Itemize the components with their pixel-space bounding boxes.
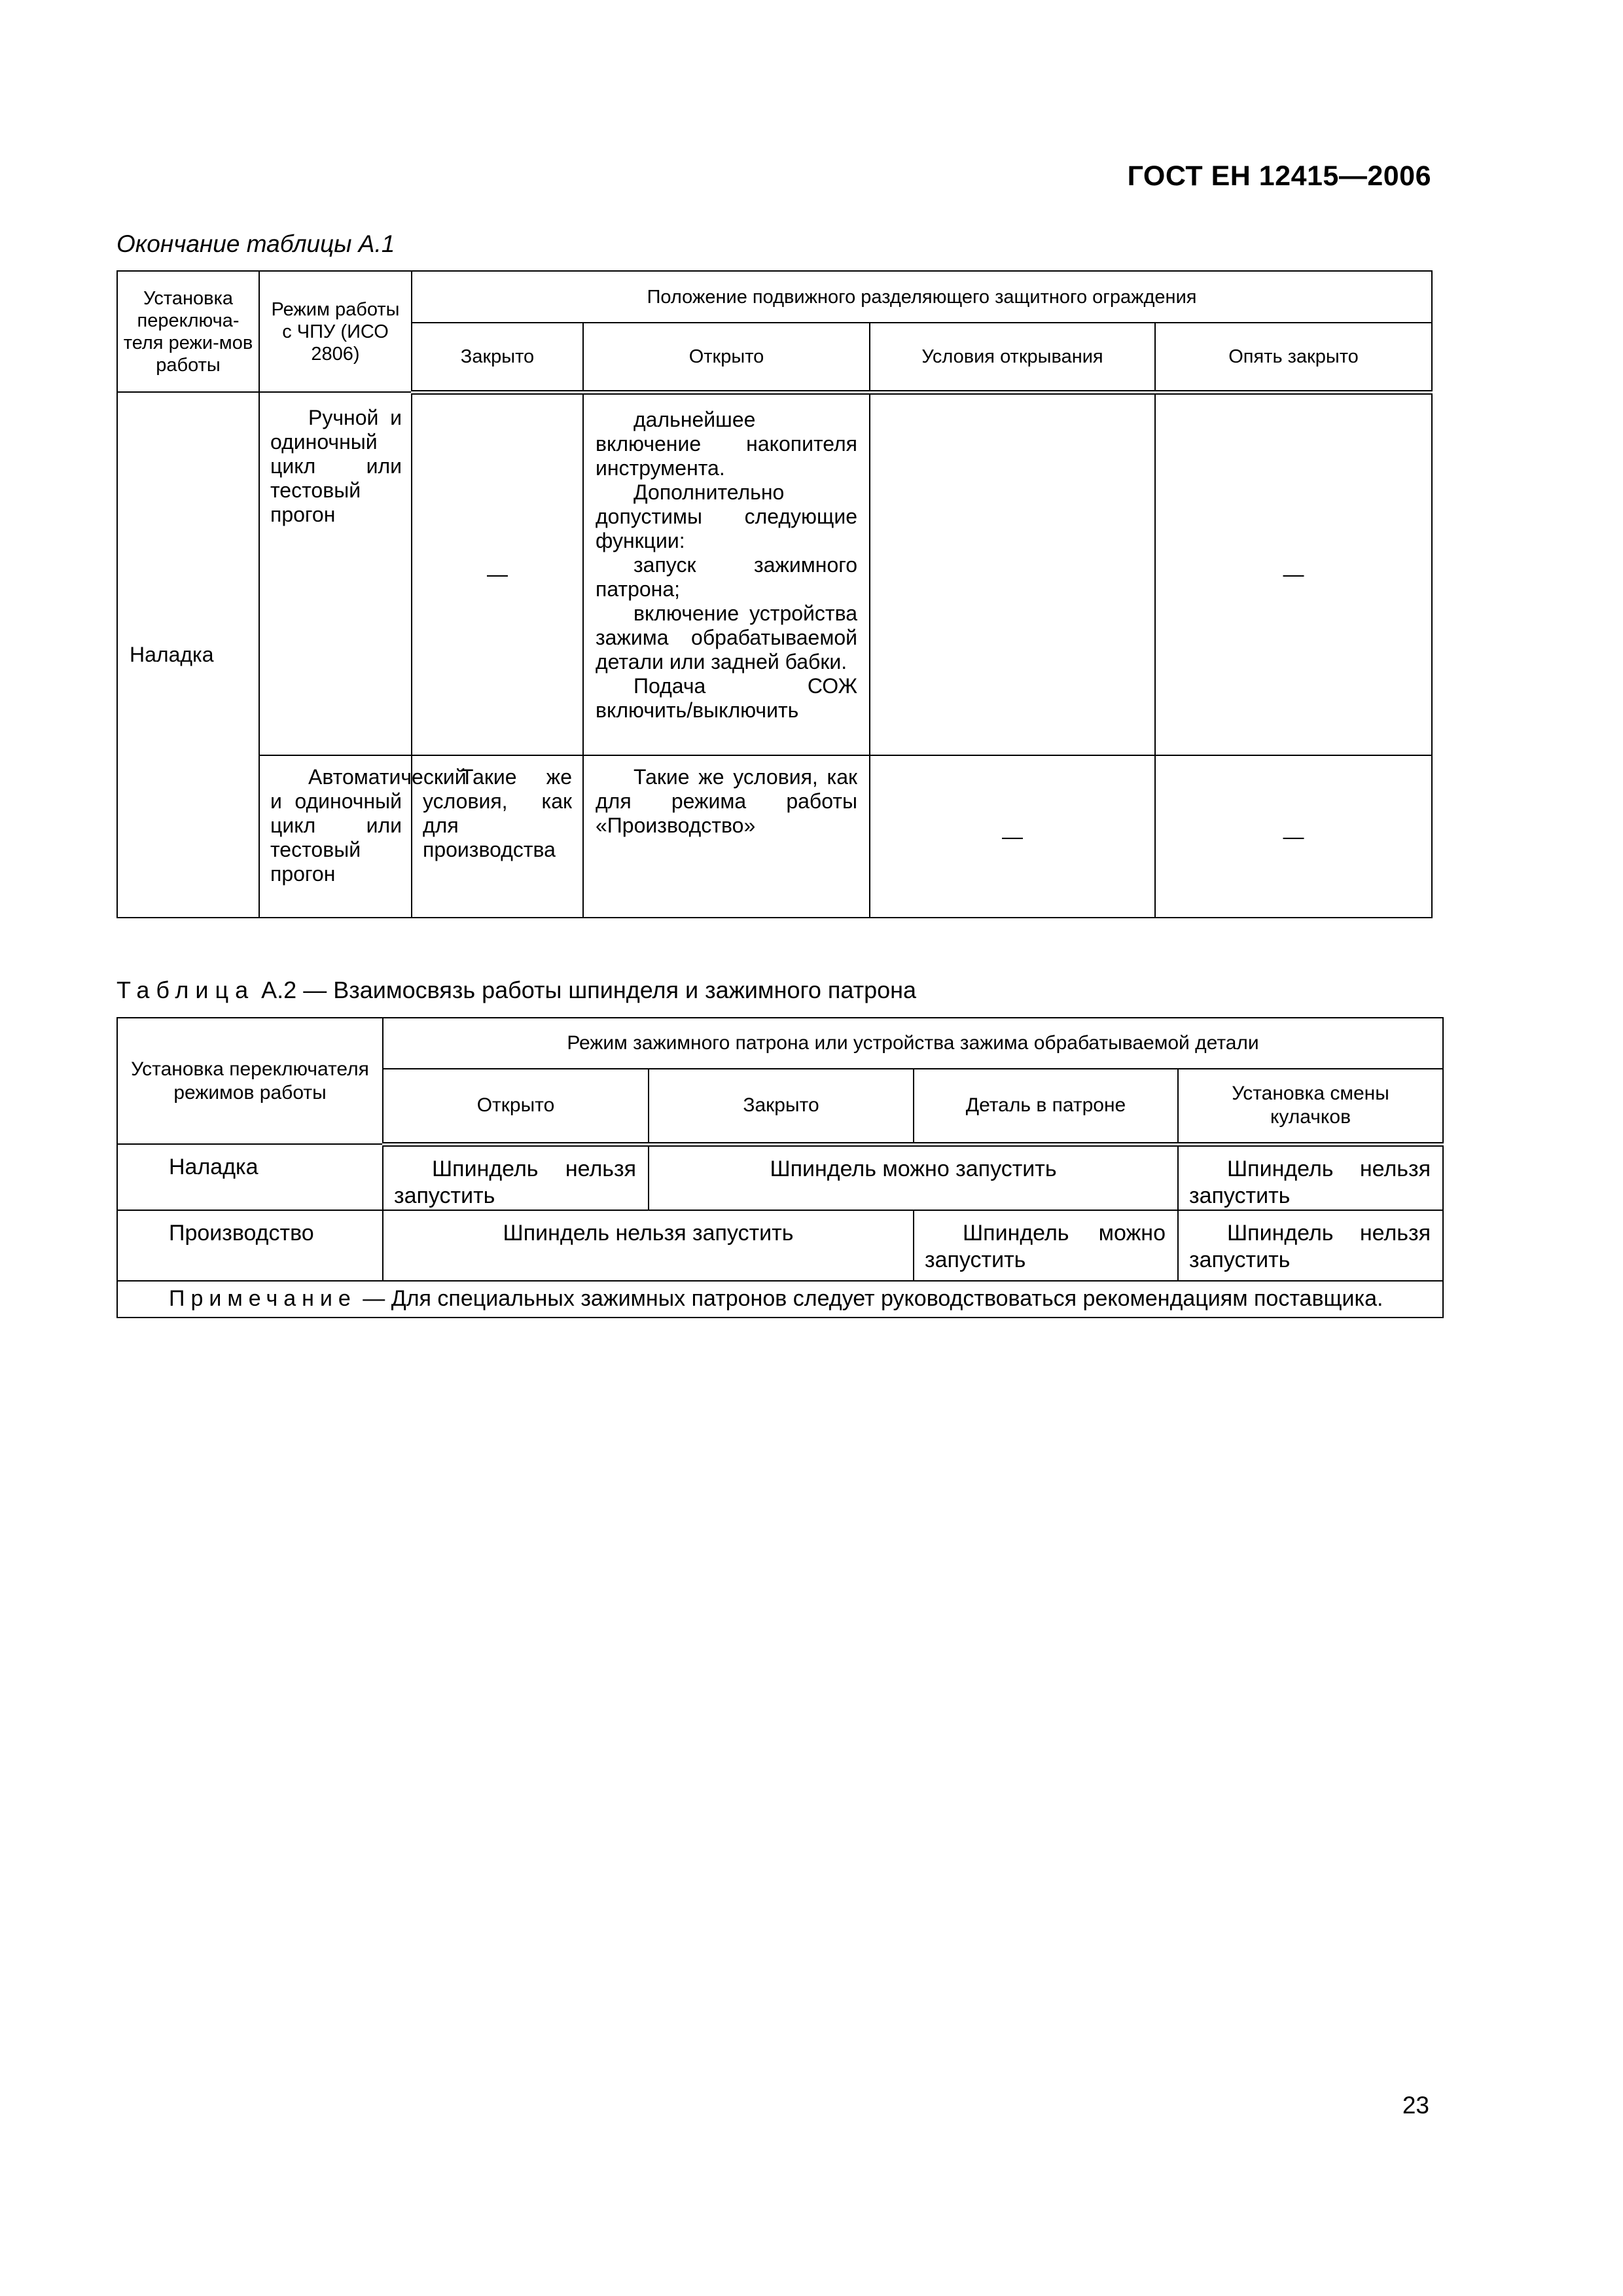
open-line: Подача СОЖ включить/выключить	[596, 673, 857, 722]
subheader-jaw-change: Установка смены кулачков	[1178, 1069, 1443, 1144]
subheader-opening-conditions: Условия открывания	[870, 323, 1155, 392]
table-a1	[116, 270, 1433, 918]
subheader-closed-again: Опять закрыто	[1155, 323, 1432, 392]
cell-production-part: Шпиндель можно запустить	[914, 1210, 1178, 1281]
subheader-open: Открыто	[583, 323, 870, 392]
cell-setup-closed-part: Шпиндель можно запустить	[649, 1144, 1178, 1210]
open-line: дальнейшее включение накопителя инструмента.	[596, 407, 857, 480]
row-label-production: Производство	[117, 1210, 383, 1281]
page-number: 23	[1402, 2092, 1429, 2119]
table-a2-caption	[116, 977, 916, 1004]
header-guard-position: Положение подвижного разделяющего защитного ограждения	[412, 271, 1432, 323]
cell-setup-jaw-change: Шпиндель нельзя запустить	[1178, 1144, 1443, 1210]
header-setup: Установка переключателя режимов работы	[117, 1018, 383, 1144]
table-a1-caption: Окончание таблицы А.1	[116, 230, 395, 257]
table-a2	[116, 1017, 1444, 1318]
open-line: запуск зажимного патрона;	[596, 552, 857, 601]
cell-production-open-closed: Шпиндель нельзя запустить	[383, 1210, 914, 1281]
row-label-setup: Наладка	[117, 1144, 383, 1210]
cell-r1-open	[583, 392, 870, 755]
cell-r2-open: Такие же условия, как для режима работы «Производство»	[583, 755, 870, 918]
cell-production-jaw-change: Шпиндель нельзя запустить	[1178, 1210, 1443, 1281]
open-line: Дополнительно допустимы следующие функции:	[596, 480, 857, 552]
subheader-open: Открыто	[383, 1069, 649, 1144]
cell-r1-closed: —	[412, 392, 583, 755]
cell-mode-auto: Автоматический и одиночный цикл или тестовый прогон	[259, 755, 412, 918]
cell-r1-closed-again: —	[1155, 392, 1432, 755]
cell-r2-conditions: —	[870, 755, 1155, 918]
header-setup: Установка переключа-теля режи-мов работы	[117, 271, 259, 392]
open-line: включение устройства зажима обрабатываемой детали или задней бабки.	[596, 601, 857, 673]
cell-setup-open: Шпиндель нельзя запустить	[383, 1144, 649, 1210]
header-chuck-mode: Режим зажимного патрона или устройства зажима обрабатываемой детали	[383, 1018, 1443, 1069]
caption-label: Таблица	[116, 977, 255, 1003]
document-header: ГОСТ ЕН 12415—2006	[1127, 160, 1431, 192]
cell-mode-manual: Ручной и одиночный цикл или тестовый прогон	[259, 392, 412, 755]
note-text: — Для специальных зажимных патронов следует руководствоваться рекомендациям поставщика.	[356, 1285, 1383, 1311]
subheader-closed: Закрыто	[412, 323, 583, 392]
cell-r2-closed-again: —	[1155, 755, 1432, 918]
subheader-part-in-chuck: Деталь в патроне	[914, 1069, 1178, 1144]
cell-r1-conditions	[870, 392, 1155, 755]
header-cnc-mode: Режим работы с ЧПУ (ИСО 2806)	[259, 271, 412, 392]
table-note	[117, 1281, 1443, 1318]
row-setup-label: Наладка	[117, 392, 259, 918]
caption-title: А.2 — Взаимосвязь работы шпинделя и зажимного патрона	[255, 977, 917, 1003]
subheader-closed: Закрыто	[649, 1069, 914, 1144]
note-label: Примечание	[169, 1285, 357, 1311]
cell-r2-closed: Такие же условия, как для производства	[412, 755, 583, 918]
